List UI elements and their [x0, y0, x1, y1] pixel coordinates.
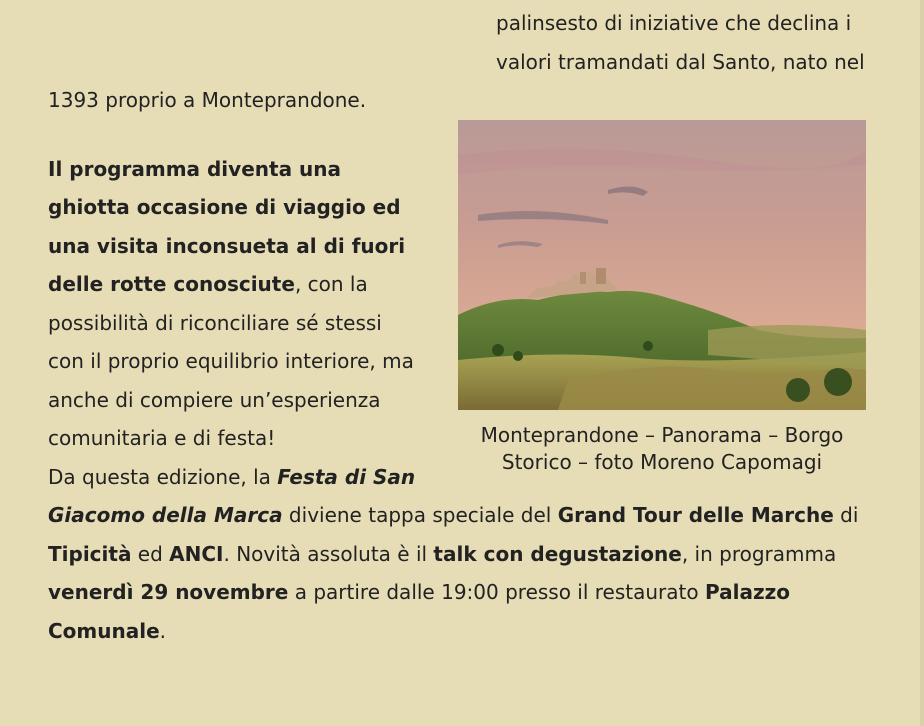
anci-name: ANCI — [169, 541, 224, 566]
program-rest: , con la possibilità di riconciliare sé stessi con il proprio equilibrio interiore, ma anche di compiere un’esperienza comunitaria e di festa! — [48, 272, 414, 450]
edition-text-7: a partire dalle 19:00 presso il restaurato — [288, 580, 705, 604]
photo-caption: Monteprandone – Panorama – Borgo Storico – foto Moreno Capomagi — [480, 422, 844, 474]
edition-paragraph — [48, 458, 866, 651]
intro-line-left: 1393 proprio a Monteprandone. — [48, 88, 367, 112]
edition-text-8: . — [159, 618, 167, 643]
article-body — [48, 0, 866, 650]
edition-text-2: diviene tappa speciale del — [282, 503, 558, 527]
edition-text-6: , in programma — [681, 541, 837, 566]
panorama-photo[interactable] — [458, 120, 866, 410]
edition-text-3: di — [833, 503, 859, 527]
edition-text-5: . Novità assoluta è il — [223, 541, 434, 566]
program-bold-lead: Il programma diventa una ghiotta occasione di viaggio ed una visita inconsueta al di fuori delle rotte conosciute — [48, 156, 406, 296]
page-edge — [920, 0, 924, 726]
tipicita-name: Tipicità — [48, 541, 132, 566]
event-date: venerdì 29 novembre — [48, 580, 289, 604]
palazzo-name: Palazzo Comunale — [48, 580, 790, 643]
grand-tour-name: Grand Tour delle Marche — [557, 503, 834, 527]
intro-line-right-2: valori tramandati dal Santo, nato nel — [496, 49, 865, 74]
intro-line-right-1: palinsesto di iniziative che declina i — [496, 11, 852, 35]
edition-text-1: Da questa edizione, la — [48, 464, 278, 489]
intro-paragraph — [48, 0, 866, 120]
festa-name: Festa di San Giacomo della Marca — [48, 464, 416, 527]
talk-name: talk con degustazione — [433, 541, 682, 566]
intro-float-spacer — [48, 4, 496, 81]
panorama-figure — [458, 120, 866, 476]
edition-text-4: ed — [131, 541, 170, 566]
